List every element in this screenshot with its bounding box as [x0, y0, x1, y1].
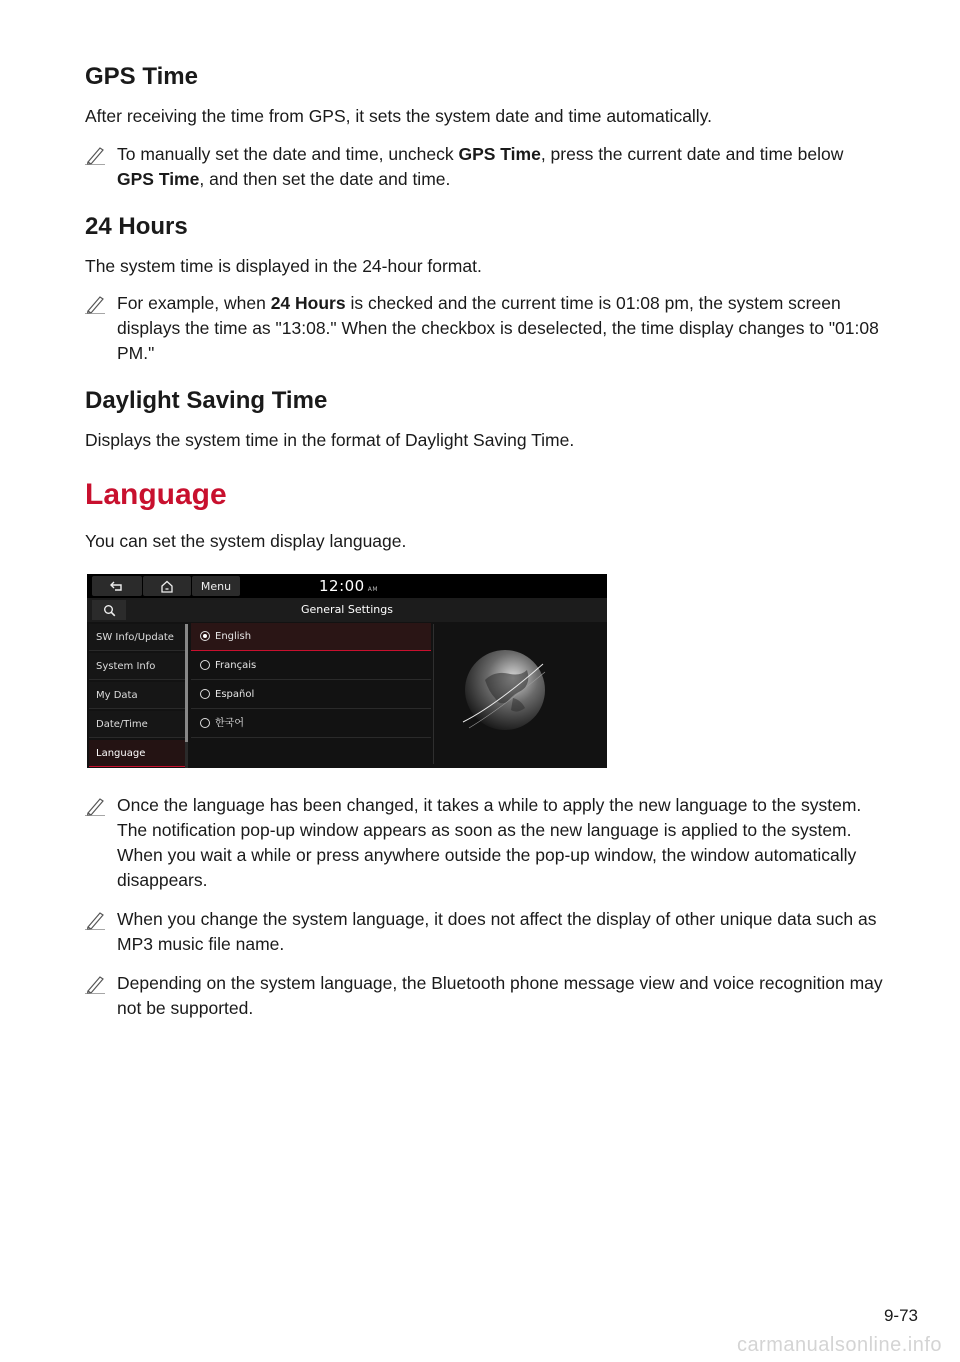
gps-time-note [85, 142, 885, 192]
sidebar-item-sw-info-update[interactable]: SW Info/Update [89, 624, 185, 651]
sidebar-item-language[interactable]: Language [89, 740, 185, 767]
language-note-2 [85, 907, 885, 957]
language-option-label: English [215, 631, 252, 642]
language-option-espanol[interactable] [191, 681, 431, 709]
back-icon [109, 580, 125, 592]
screen-title: General Settings [301, 603, 393, 616]
search-icon [103, 604, 116, 617]
radio-unselected-icon [200, 718, 210, 728]
note-text: Once the language has been changed, it takes a while to apply the new language to the system. The notification pop-up window appears as soon as the new language is applied to the system. When you wait a while or press anywhere outside the pop-up window, the window automatically disappears. [117, 795, 862, 890]
language-option-english[interactable] [191, 623, 431, 651]
note-text: When you change the system language, it does not affect the display of other unique data such as MP3 music file name. [117, 909, 877, 954]
heading-language: Language [85, 478, 227, 511]
panel-divider [433, 624, 434, 764]
language-option-label: Français [215, 660, 257, 671]
sidebar-scrollbar-thumb[interactable] [185, 624, 188, 742]
language-option-francais[interactable] [191, 652, 431, 680]
home-icon [160, 580, 174, 593]
note-bold-gps-time: GPS Time [458, 144, 541, 164]
menu-button[interactable]: Menu [192, 576, 240, 596]
page-number: 9-73 [883, 1306, 918, 1325]
note-pencil-icon [85, 145, 107, 165]
note-text: is checked and the current time is 01:08 pm, the system screen displays the time as "13:08." When the checkbox is deselected, the time display changes to "01:08 PM." [117, 293, 879, 363]
note-bold-gps-time: GPS Time [117, 169, 200, 189]
note-text: For example, when [117, 293, 271, 313]
note-text: , press the current date and time below [540, 144, 844, 164]
language-body: You can set the system display language. [85, 531, 407, 551]
language-option-label: 한국어 [215, 718, 244, 729]
note-text: Depending on the system language, the Bluetooth phone message view and voice recognition may not be supported. [117, 973, 883, 1018]
radio-unselected-icon [200, 660, 210, 670]
language-option-label: Español [215, 689, 255, 700]
watermark: carmanualsonline.info [736, 1334, 942, 1356]
heading-24-hours: 24 Hours [85, 213, 188, 240]
language-option-korean[interactable] [191, 710, 431, 738]
settings-screenshot [87, 574, 607, 768]
hours24-body: The system time is displayed in the 24-hour format. [85, 256, 482, 276]
note-text: , and then set the date and time. [199, 169, 451, 189]
hours24-note [85, 291, 885, 366]
radio-selected-icon [200, 631, 210, 641]
heading-gps-time: GPS Time [85, 63, 198, 90]
sidebar-item-my-data[interactable]: My Data [89, 682, 185, 709]
note-pencil-icon [85, 910, 107, 930]
radio-unselected-icon [200, 689, 210, 699]
note-bold-24-hours: 24 Hours [270, 293, 346, 313]
note-pencil-icon [85, 796, 107, 816]
clock-time: 12:00 [319, 577, 365, 595]
clock [319, 577, 378, 595]
clock-ampm: AM [367, 586, 379, 593]
sidebar-item-date-time[interactable]: Date/Time [89, 711, 185, 738]
home-button[interactable] [143, 576, 191, 596]
globe-icon [455, 640, 551, 740]
heading-daylight-saving-time: Daylight Saving Time [85, 387, 328, 414]
sidebar-item-system-info[interactable]: System Info [89, 653, 185, 680]
note-pencil-icon [85, 294, 107, 314]
note-text: To manually set the date and time, uncheck [117, 144, 459, 164]
dst-body: Displays the system time in the format of Daylight Saving Time. [85, 430, 575, 450]
back-button[interactable] [92, 576, 142, 596]
note-pencil-icon [85, 974, 107, 994]
language-note-1 [85, 793, 885, 893]
gps-time-body: After receiving the time from GPS, it sets the system date and time automatically. [85, 106, 713, 126]
language-note-3 [85, 971, 885, 1021]
search-button[interactable] [92, 600, 126, 620]
